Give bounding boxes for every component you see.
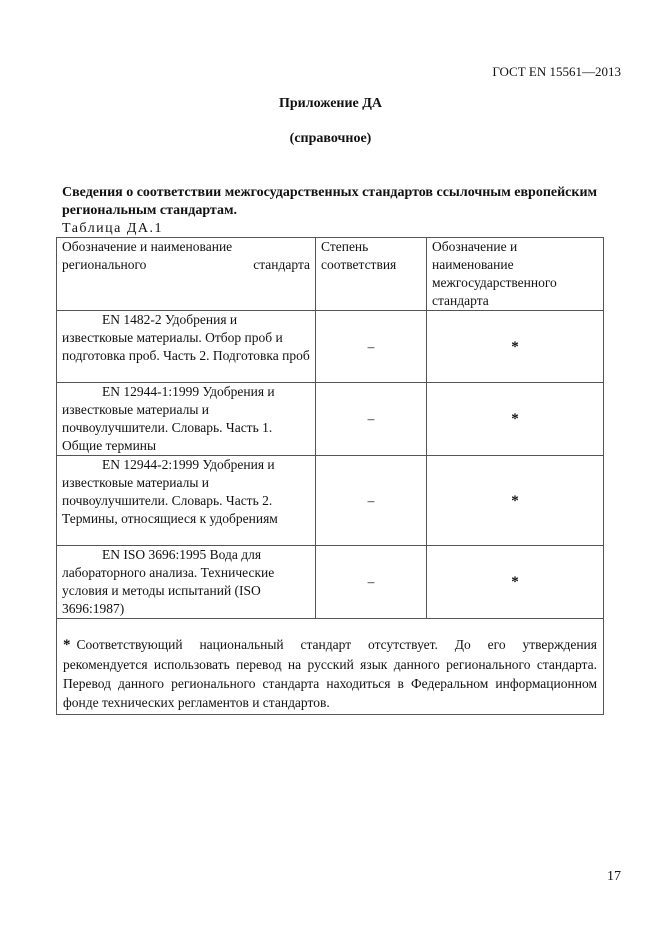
header-interstate-standard: Обозначение и наименование межгосударственного стандарта [427, 238, 604, 311]
table-row [57, 546, 604, 619]
interstate-standard-cell: * [427, 383, 604, 456]
page-number: 17 [607, 869, 621, 884]
regional-standard-cell: EN 12944-1:1999 Удобрения и известковые материалы и почвоулучшители. Словарь. Часть 1. Общие термины [57, 383, 316, 456]
interstate-standard-cell: * [427, 456, 604, 546]
table-footnote-row [57, 619, 604, 715]
table-row [57, 456, 604, 546]
annex-title: Приложение ДА [278, 96, 383, 111]
correspondence-table [56, 237, 604, 715]
degree-cell: – [316, 311, 427, 383]
degree-cell: – [316, 383, 427, 456]
regional-standard-cell: EN 1482-2 Удобрения и известковые материалы. Отбор проб и подготовка проб. Часть 2. Подготовка проб [57, 311, 316, 383]
regional-standard-cell: EN 12944-2:1999 Удобрения и известковые материалы и почвоулучшители. Словарь. Часть 2. Термины, относящиеся к удобрениям [57, 456, 316, 546]
header-regional-standard: Обозначение и наименование регионального стандарта [57, 238, 316, 311]
annex-subtitle: (справочное) [289, 131, 372, 146]
interstate-standard-cell: * [427, 311, 604, 383]
degree-cell: – [316, 546, 427, 619]
header-degree: Степень соответствия [316, 238, 427, 311]
table-label: Таблица ДА.1 [62, 221, 164, 236]
gost-designation: ГОСТ EN 15561—2013 [492, 64, 621, 79]
info-title: Сведения о соответствии межгосударственных стандартов ссылочным европейским региональным стандартам. [62, 185, 598, 218]
footnote-mark: * [63, 637, 71, 653]
degree-cell: – [316, 456, 427, 546]
interstate-standard-cell: * [427, 546, 604, 619]
footnote-cell [57, 619, 604, 715]
table-row [57, 311, 604, 383]
table-row [57, 383, 604, 456]
footnote-text: Соответствующий национальный стандарт отсутствует. До его утверждения рекомендуется использовать перевод на русский язык данного регионального стандарта. Перевод данного регионального стандарта находиться в Федеральном информационном фонде технических регламентов и стандартов. [63, 637, 597, 710]
regional-standard-cell: EN ISO 3696:1995 Вода для лабораторного анализа. Технические условия и методы испытаний (ISO 3696:1987) [57, 546, 316, 619]
table-header-row [57, 238, 604, 311]
